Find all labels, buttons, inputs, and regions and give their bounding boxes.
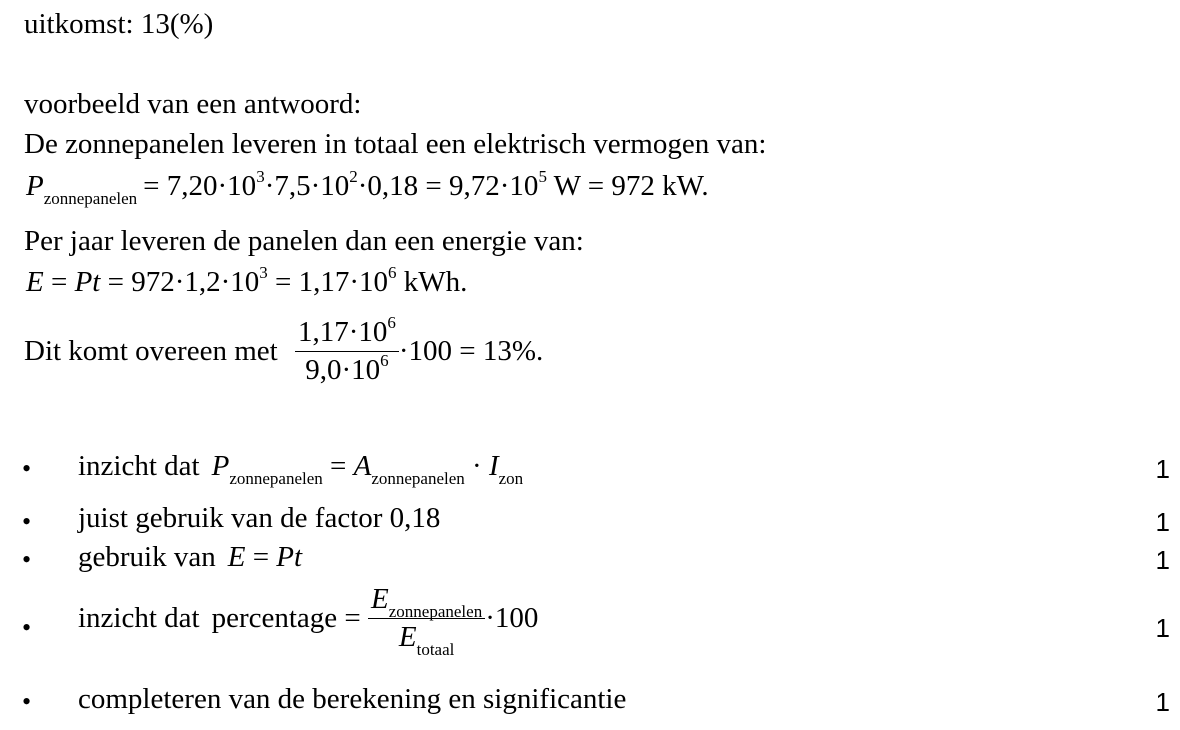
eq-part: = xyxy=(43,266,75,298)
numerator: $1,17\cdot 10^6$ xyxy=(297,313,396,348)
bullet: • xyxy=(22,545,32,574)
fraction xyxy=(295,313,399,386)
subscript: zonnepanelen xyxy=(43,189,138,208)
eq-part: ·0,18 = 9,72·10 xyxy=(357,170,539,202)
criterion-3: gebruik van E = Pt xyxy=(78,541,303,573)
symbol-p: P xyxy=(26,170,44,202)
fraction: $\frac{E_{zonnepanelen}}{E_{totaal}}$ xyxy=(368,585,485,652)
points-5: 1 xyxy=(1155,687,1170,717)
intro-energy: Per jaar leveren de panelen dan een energie van: xyxy=(24,225,584,257)
exponent: 3 xyxy=(256,167,265,186)
exponent: 5 xyxy=(538,167,547,186)
eq-part: = 1,17·10 xyxy=(267,266,389,298)
bullet: • xyxy=(22,454,32,483)
eq-part: = 7,20·10 xyxy=(143,170,257,202)
denominator: $9,0\cdot 10^6$ xyxy=(305,351,389,386)
symbol-pt: Pt xyxy=(74,266,101,298)
bullet: • xyxy=(22,613,32,642)
exponent: 6 xyxy=(388,263,397,282)
equation-power xyxy=(26,167,709,208)
exponent: 3 xyxy=(259,263,268,282)
exponent: 2 xyxy=(349,167,358,186)
eq-tail: ·100 = 13%. xyxy=(398,335,544,367)
criterion-5: completeren van de berekening en significantie xyxy=(78,683,627,715)
points-4: 1 xyxy=(1155,613,1170,643)
example-heading: voorbeeld van een antwoord: xyxy=(24,88,362,120)
eq-part: kWh. xyxy=(396,266,468,298)
points-3: 1 xyxy=(1155,545,1170,575)
bullet: • xyxy=(22,507,32,536)
outcome-line: uitkomst: 13(%) xyxy=(24,8,214,40)
criterion-1: inzicht dat $P_{zonnepanelen} = A_{zonnepanelen} \cdot I_{zon}$ xyxy=(78,450,524,488)
symbol-e: E xyxy=(26,266,44,298)
eq-part: ·7,5·10 xyxy=(264,170,350,202)
eq-part: = 972·1,2·10 xyxy=(100,266,260,298)
intro-power: De zonnepanelen leveren in totaal een elektrisch vermogen van: xyxy=(24,128,767,160)
equation-percentage xyxy=(24,313,544,386)
points-1: 1 xyxy=(1155,454,1170,484)
intro-percentage: Dit komt overeen met xyxy=(24,335,278,367)
criterion-2: juist gebruik van de factor 0,18 xyxy=(78,502,441,534)
eq-part: W = 972 kW. xyxy=(546,170,709,202)
equation-energy xyxy=(26,263,468,298)
criterion-4: inzicht dat percentage = $\frac{E_{zonnepanelen}}{E_{totaal}}$ ·100 xyxy=(78,583,539,659)
bullet: • xyxy=(22,687,32,716)
points-2: 1 xyxy=(1155,507,1170,537)
